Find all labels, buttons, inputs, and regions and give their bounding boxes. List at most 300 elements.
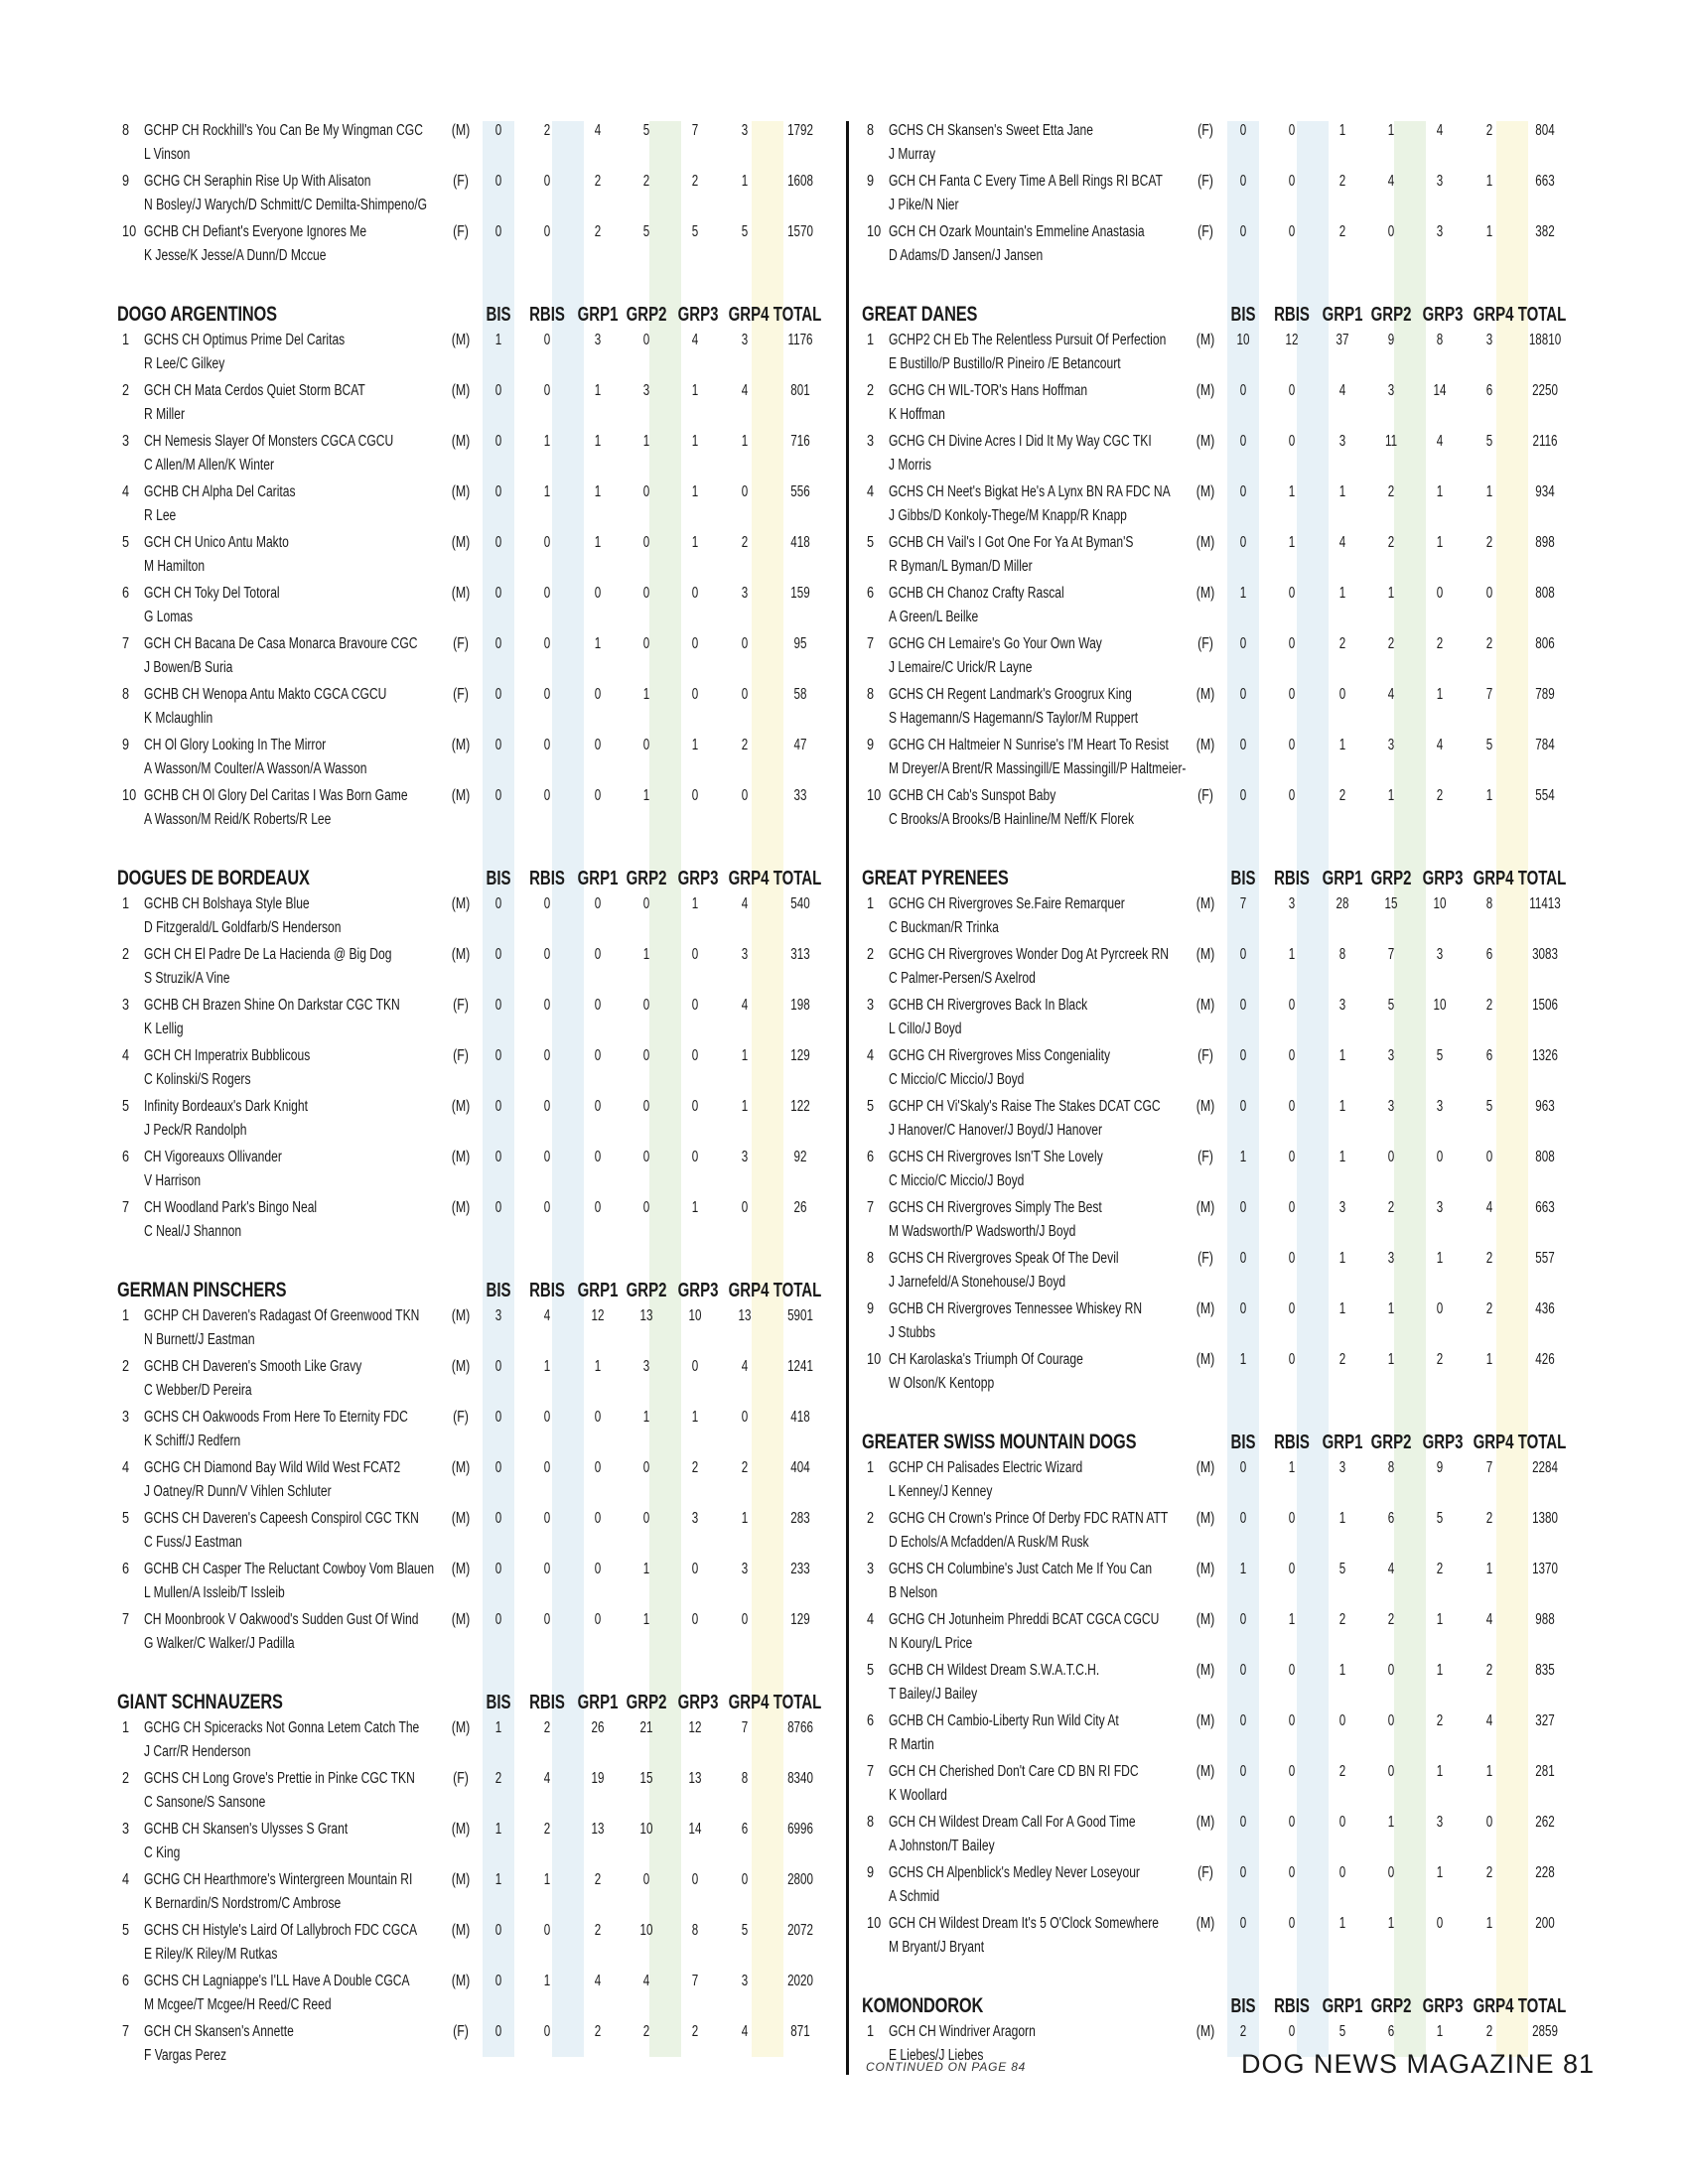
- owner-names: R Byman/L Byman/D Miller: [889, 558, 1033, 575]
- owner-names: J Gibbs/D Konkoly-Thege/M Knapp/R Knapp: [889, 507, 1127, 524]
- rank-number: 4: [867, 1047, 875, 1064]
- grp4-value: 1: [1485, 173, 1493, 190]
- grp1-value: 26: [591, 1719, 605, 1736]
- grp4-value: 2: [741, 737, 749, 753]
- grp2-header: GRP2: [626, 1280, 667, 1301]
- grp4-value: 1: [741, 433, 749, 450]
- grp2-value: 0: [642, 534, 650, 551]
- grp1-value: 4: [1338, 382, 1346, 399]
- dog-sex: (M): [451, 1510, 471, 1527]
- grp3-value: 0: [691, 787, 699, 804]
- bis-header: BIS: [486, 1280, 511, 1301]
- owner-names: C Palmer-Persen/S Axelrod: [889, 970, 1036, 987]
- grp2-value: 0: [642, 585, 650, 602]
- grp4-header: GRP4: [1473, 304, 1514, 326]
- dog-name: GCH CH Windriver Aragorn: [889, 2023, 1036, 2040]
- rank-number: 9: [867, 737, 875, 753]
- rbis-value: 2: [543, 1719, 551, 1736]
- grp1-value: 37: [1336, 332, 1349, 348]
- owner-names: K Hoffman: [889, 406, 945, 423]
- grp2-value: 15: [1384, 895, 1398, 912]
- dog-name: GCH CH Toky Del Totoral: [144, 585, 280, 602]
- grp4-value: 2: [1485, 534, 1493, 551]
- dog-sex: (M): [451, 534, 471, 551]
- grp4-value: 5: [741, 1922, 749, 1939]
- dog-name: GCHS CH Rivergroves Isn'T She Lovely: [889, 1149, 1103, 1165]
- grp1-header: GRP1: [1322, 1995, 1363, 2017]
- breed-title: GREATER SWISS MOUNTAIN DOGS: [862, 1431, 1137, 1453]
- grp4-value: 0: [1485, 1149, 1493, 1165]
- grp3-header: GRP3: [677, 1692, 719, 1713]
- grp2-value: 0: [1387, 1662, 1395, 1679]
- grp1-value: 1: [1338, 1047, 1346, 1064]
- grp4-value: 0: [1485, 1814, 1493, 1831]
- dog-name: GCHG CH Seraphin Rise Up With Alisaton: [144, 173, 371, 190]
- rbis-value: 1: [543, 1973, 551, 1989]
- bis-value: 0: [494, 1973, 502, 1989]
- grp3-value: 0: [691, 1561, 699, 1577]
- rbis-value: 0: [1288, 1098, 1296, 1115]
- grp2-value: 2: [642, 173, 650, 190]
- owner-names: M Hamilton: [144, 558, 206, 575]
- grp4-value: 7: [1485, 686, 1493, 703]
- dog-sex: (M): [451, 1719, 471, 1736]
- grp4-header: GRP4: [728, 868, 770, 889]
- grp1-value: 0: [594, 1459, 602, 1476]
- owner-names: J Jarnefeld/A Stonehouse/J Boyd: [889, 1274, 1066, 1291]
- grp4-value: 8: [1485, 895, 1493, 912]
- rbis-value: 1: [1288, 483, 1296, 500]
- dog-name: GCHS CH Neet's Bigkat He's A Lynx BN RA FDC NA: [889, 483, 1171, 500]
- grp2-value: 3: [1387, 1047, 1395, 1064]
- grp3-value: 2: [1436, 1351, 1444, 1368]
- total-value: 8766: [787, 1719, 813, 1736]
- bis-value: 0: [494, 1922, 502, 1939]
- grp4-value: 5: [1485, 1098, 1493, 1115]
- grp2-value: 3: [1387, 382, 1395, 399]
- grp1-value: 1: [1338, 1250, 1346, 1267]
- rank-number: 8: [867, 1814, 875, 1831]
- rank-number: 8: [867, 122, 875, 139]
- grp2-value: 1: [642, 787, 650, 804]
- grp2-value: 1: [1387, 585, 1395, 602]
- grp2-value: 2: [1387, 635, 1395, 652]
- owner-names: C Miccio/C Miccio/J Boyd: [889, 1071, 1025, 1088]
- grp2-value: 0: [642, 1459, 650, 1476]
- bis-value: 1: [494, 1719, 502, 1736]
- owner-names: N Bosley/J Warych/D Schmitt/C Demilta-Shimpeno/G: [144, 197, 428, 213]
- bis-value: 0: [1239, 534, 1247, 551]
- total-value: 283: [790, 1510, 810, 1527]
- grp4-value: 3: [741, 122, 749, 139]
- dog-sex: (M): [451, 1821, 471, 1838]
- grp2-value: 5: [642, 122, 650, 139]
- grp4-header: GRP4: [728, 304, 770, 326]
- grp4-value: 4: [1485, 1611, 1493, 1628]
- dog-sex: (M): [1196, 1712, 1215, 1729]
- grp1-value: 3: [594, 332, 602, 348]
- bis-value: 0: [1239, 382, 1247, 399]
- owner-names: T Bailey/J Bailey: [889, 1686, 978, 1703]
- rbis-value: 2: [543, 1821, 551, 1838]
- owner-names: C Miccio/C Miccio/J Boyd: [889, 1172, 1025, 1189]
- grp3-value: 0: [691, 1871, 699, 1888]
- bis-value: 0: [1239, 737, 1247, 753]
- grp1-value: 2: [1338, 787, 1346, 804]
- rank-number: 10: [122, 787, 137, 804]
- grp3-value: 10: [1433, 997, 1447, 1014]
- grp3-value: 1: [691, 483, 699, 500]
- grp3-value: 0: [1436, 1915, 1444, 1932]
- dog-name: GCHG CH Rivergroves Wonder Dog At Pyrcreek RN: [889, 946, 1169, 963]
- rank-number: 5: [122, 1510, 130, 1527]
- total-value: 2800: [787, 1871, 813, 1888]
- dog-name: GCHB CH Wenopa Antu Makto CGCA CGCU: [144, 686, 387, 703]
- total-value: 228: [1535, 1864, 1555, 1881]
- bis-header: BIS: [1230, 868, 1256, 889]
- dog-sex: (M): [1196, 1814, 1215, 1831]
- grp1-value: 1: [1338, 122, 1346, 139]
- grp4-value: 7: [741, 1719, 749, 1736]
- total-value: 58: [793, 686, 807, 703]
- grp1-value: 2: [1338, 1611, 1346, 1628]
- breed-title: DOGO ARGENTINOS: [117, 303, 277, 326]
- rbis-value: 4: [543, 1307, 551, 1324]
- bis-value: 0: [494, 122, 502, 139]
- grp4-header: GRP4: [1473, 868, 1514, 889]
- bis-value: 0: [1239, 1814, 1247, 1831]
- owner-names: J Pike/N Nier: [889, 197, 959, 213]
- grp1-value: 2: [1338, 173, 1346, 190]
- grp3-value: 2: [1436, 1712, 1444, 1729]
- bis-value: 0: [1239, 433, 1247, 450]
- total-value: 871: [790, 2023, 810, 2040]
- bis-value: 0: [494, 1459, 502, 1476]
- grp1-value: 0: [594, 1611, 602, 1628]
- total-column-stripe: [1496, 121, 1528, 2057]
- grp1-column-stripe: [552, 121, 584, 2057]
- dog-sex: (F): [1197, 1149, 1213, 1165]
- grp2-value: 2: [1387, 1199, 1395, 1216]
- grp1-value: 8: [1338, 946, 1346, 963]
- rbis-value: 0: [543, 332, 551, 348]
- grp3-header: GRP3: [1422, 868, 1464, 889]
- owner-names: A Wasson/M Reid/K Roberts/R Lee: [144, 811, 332, 828]
- rbis-value: 0: [1288, 1561, 1296, 1577]
- grp1-value: 1: [594, 433, 602, 450]
- grp1-value: 0: [594, 1510, 602, 1527]
- grp1-value: 0: [594, 1149, 602, 1165]
- owner-names: B Nelson: [889, 1584, 938, 1601]
- rank-number: 4: [122, 1871, 130, 1888]
- rank-number: 10: [122, 223, 137, 240]
- dog-sex: (M): [451, 1307, 471, 1324]
- dog-name: GCHG CH Haltmeier N Sunrise's I'M Heart To Resist: [889, 737, 1169, 753]
- dog-name: GCHB CH Brazen Shine On Darkstar CGC TKN: [144, 997, 400, 1014]
- total-value: 835: [1535, 1662, 1555, 1679]
- owner-names: G Walker/C Walker/J Padilla: [144, 1635, 295, 1652]
- rbis-value: 0: [543, 1149, 551, 1165]
- grp1-value: 0: [1338, 1712, 1346, 1729]
- dog-sex: (M): [1196, 483, 1215, 500]
- dog-sex: (F): [453, 686, 469, 703]
- total-value: 1326: [1532, 1047, 1558, 1064]
- owner-names: R Miller: [144, 406, 185, 423]
- total-value: 663: [1535, 1199, 1555, 1216]
- grp1-value: 5: [1338, 2023, 1346, 2040]
- grp3-value: 4: [1436, 433, 1444, 450]
- dog-name: GCHG CH Diamond Bay Wild Wild West FCAT2: [144, 1459, 401, 1476]
- grp3-value: 0: [691, 1358, 699, 1375]
- owner-names: K Woollard: [889, 1787, 947, 1804]
- rbis-value: 1: [1288, 946, 1296, 963]
- owner-names: L Vinson: [144, 146, 191, 163]
- grp3-value: 0: [691, 585, 699, 602]
- dog-name: GCH CH Cherished Don't Care CD BN RI FDC: [889, 1763, 1139, 1780]
- rbis-value: 0: [543, 1047, 551, 1064]
- grp2-header: GRP2: [1370, 1432, 1412, 1453]
- dog-name: GCHB CH Chanoz Crafty Rascal: [889, 585, 1064, 602]
- grp4-value: 0: [741, 1409, 749, 1426]
- grp1-value: 0: [594, 997, 602, 1014]
- rbis-value: 0: [1288, 1915, 1296, 1932]
- grp4-value: 4: [741, 2023, 749, 2040]
- grp3-value: 0: [691, 997, 699, 1014]
- dog-name: GCHB CH Skansen's Ulysses S Grant: [144, 1821, 349, 1838]
- grp2-value: 4: [1387, 173, 1395, 190]
- grp2-value: 0: [1387, 1864, 1395, 1881]
- bis-value: 0: [1239, 1763, 1247, 1780]
- owner-names: W Olson/K Kentopp: [889, 1375, 995, 1392]
- total-value: 2284: [1532, 1459, 1558, 1476]
- rbis-value: 0: [543, 737, 551, 753]
- grp3-value: 3: [1436, 1199, 1444, 1216]
- rbis-value: 0: [1288, 382, 1296, 399]
- rbis-value: 0: [1288, 1763, 1296, 1780]
- grp4-header: GRP4: [728, 1280, 770, 1301]
- total-value: 898: [1535, 534, 1555, 551]
- owner-names: M Bryant/J Bryant: [889, 1939, 985, 1956]
- rbis-value: 0: [1288, 1510, 1296, 1527]
- bis-value: 0: [1239, 1915, 1247, 1932]
- grp1-value: 1: [1338, 1510, 1346, 1527]
- rank-number: 3: [867, 1561, 875, 1577]
- rank-number: 10: [867, 1915, 882, 1932]
- total-value: 281: [1535, 1763, 1555, 1780]
- dog-sex: (M): [1196, 1915, 1215, 1932]
- grp2-value: 11: [1384, 433, 1398, 450]
- total-value: 47: [793, 737, 807, 753]
- total-value: 11413: [1529, 895, 1561, 912]
- dog-sex: (M): [1196, 534, 1215, 551]
- grp2-value: 1: [1387, 1351, 1395, 1368]
- grp3-value: 8: [1436, 332, 1444, 348]
- grp2-value: 6: [1387, 2023, 1395, 2040]
- dog-name: GCH CH Mata Cerdos Quiet Storm BCAT: [144, 382, 365, 399]
- dog-sex: (M): [1196, 1098, 1215, 1115]
- grp1-value: 1: [1338, 1915, 1346, 1932]
- grp3-value: 7: [691, 1973, 699, 1989]
- grp4-value: 8: [741, 1770, 749, 1787]
- grp4-value: 5: [741, 223, 749, 240]
- grp3-value: 14: [1433, 382, 1447, 399]
- grp3-value: 1: [1436, 686, 1444, 703]
- grp3-value: 0: [691, 946, 699, 963]
- page-footer: DOG NEWS MAGAZINE 81: [1241, 2049, 1596, 2079]
- dog-sex: (M): [451, 382, 471, 399]
- bis-value: 1: [1239, 585, 1247, 602]
- rank-number: 5: [122, 534, 130, 551]
- dog-sex: (F): [453, 173, 469, 190]
- grp1-value: 0: [594, 737, 602, 753]
- bis-value: 0: [1239, 122, 1247, 139]
- grp1-value: 0: [594, 1098, 602, 1115]
- total-value: 327: [1535, 1712, 1555, 1729]
- grp1-value: 2: [1338, 635, 1346, 652]
- owner-names: V Harrison: [144, 1172, 202, 1189]
- dog-sex: (M): [1196, 997, 1215, 1014]
- grp1-value: 3: [1338, 1199, 1346, 1216]
- rank-number: 4: [867, 483, 875, 500]
- rbis-value: 0: [1288, 433, 1296, 450]
- rbis-value: 0: [1288, 1662, 1296, 1679]
- total-value: 129: [790, 1611, 810, 1628]
- dog-sex: (M): [1196, 946, 1215, 963]
- bis-value: 0: [494, 382, 502, 399]
- dog-sex: (F): [1197, 122, 1213, 139]
- breed-title: GIANT SCHNAUZERS: [117, 1691, 283, 1713]
- grp3-header: GRP3: [1422, 304, 1464, 326]
- bis-value: 0: [494, 433, 502, 450]
- dog-sex: (M): [451, 946, 471, 963]
- total-value: 789: [1535, 686, 1555, 703]
- owner-names: G Lomas: [144, 609, 194, 625]
- dog-name: CH Ol Glory Looking In The Mirror: [144, 737, 327, 753]
- grp3-value: 1: [691, 1409, 699, 1426]
- total-value: 716: [790, 433, 810, 450]
- rank-number: 7: [122, 1199, 130, 1216]
- rbis-value: 0: [1288, 122, 1296, 139]
- rank-number: 3: [122, 997, 130, 1014]
- grp2-value: 1: [642, 1611, 650, 1628]
- grp4-value: 2: [1485, 997, 1493, 1014]
- rbis-header: RBIS: [529, 1692, 565, 1713]
- bis-value: 0: [494, 997, 502, 1014]
- rbis-value: 0: [1288, 1047, 1296, 1064]
- grp4-value: 1: [1485, 223, 1493, 240]
- rbis-header: RBIS: [1274, 868, 1310, 889]
- bis-value: 0: [1239, 997, 1247, 1014]
- grp3-value: 7: [691, 122, 699, 139]
- rbis-value: 0: [543, 173, 551, 190]
- bis-value: 1: [494, 332, 502, 348]
- dog-sex: (F): [1197, 635, 1213, 652]
- grp1-value: 2: [594, 2023, 602, 2040]
- grp4-value: 1: [1485, 1915, 1493, 1932]
- grp2-value: 0: [642, 737, 650, 753]
- grp4-value: 3: [741, 1973, 749, 1989]
- dog-name: GCH CH Skansen's Annette: [144, 2023, 294, 2040]
- grp1-value: 0: [594, 585, 602, 602]
- rbis-value: 0: [1288, 787, 1296, 804]
- rbis-value: 1: [543, 483, 551, 500]
- dog-sex: (M): [1196, 433, 1215, 450]
- rank-number: 9: [867, 1300, 875, 1317]
- dog-name: CH Nemesis Slayer Of Monsters CGCA CGCU: [144, 433, 394, 450]
- grp2-value: 1: [642, 1561, 650, 1577]
- rbis-value: 0: [1288, 2023, 1296, 2040]
- owner-names: S Hagemann/S Hagemann/S Taylor/M Ruppert: [889, 710, 1139, 727]
- dog-name: GCHS CH Long Grove's Prettie in Pinke CGC TKN: [144, 1770, 415, 1787]
- grp4-value: 0: [741, 1871, 749, 1888]
- owner-names: A Schmid: [889, 1888, 940, 1905]
- dog-sex: (F): [1197, 1047, 1213, 1064]
- dog-sex: (M): [451, 1561, 471, 1577]
- grp2-value: 1: [642, 433, 650, 450]
- total-value: 404: [790, 1459, 810, 1476]
- total-value: 2116: [1532, 433, 1558, 450]
- dog-name: GCHS CH Rivergroves Speak Of The Devil: [889, 1250, 1119, 1267]
- dog-name: GCHG CH Crown's Prince Of Derby FDC RATN ATT: [889, 1510, 1169, 1527]
- dog-name: CH Karolaska's Triumph Of Courage: [889, 1351, 1083, 1368]
- rank-number: 8: [867, 686, 875, 703]
- grp3-value: 0: [691, 1149, 699, 1165]
- dog-sex: (M): [1196, 1611, 1215, 1628]
- bis-value: 10: [1236, 332, 1250, 348]
- grp2-value: 3: [1387, 1098, 1395, 1115]
- grp3-value: 5: [691, 223, 699, 240]
- owner-names: A Wasson/M Coulter/A Wasson/A Wasson: [144, 760, 367, 777]
- rbis-header: RBIS: [1274, 1995, 1310, 2017]
- owner-names: C Neal/J Shannon: [144, 1223, 242, 1240]
- grp4-value: 2: [1485, 122, 1493, 139]
- grp4-value: 2: [1485, 1662, 1493, 1679]
- grp1-header: GRP1: [577, 1692, 619, 1713]
- dog-name: CH Woodland Park's Bingo Neal: [144, 1199, 318, 1216]
- grp4-value: 2: [1485, 2023, 1493, 2040]
- dog-name: GCHS CH Columbine's Just Catch Me If You Can: [889, 1561, 1153, 1577]
- total-value: 1241: [787, 1358, 813, 1375]
- grp3-value: 0: [691, 1611, 699, 1628]
- owner-names: K Bernardin/S Nordstrom/C Ambrose: [144, 1895, 342, 1912]
- bis-value: 0: [494, 2023, 502, 2040]
- owner-names: R Lee: [144, 507, 177, 524]
- rank-number: 5: [867, 534, 875, 551]
- total-header: TOTAL: [773, 304, 822, 326]
- bis-value: 0: [1239, 686, 1247, 703]
- grp1-value: 0: [1338, 1864, 1346, 1881]
- grp4-value: 4: [741, 895, 749, 912]
- grp4-value: 5: [1485, 433, 1493, 450]
- bis-header: BIS: [486, 304, 511, 326]
- dog-name: Infinity Bordeaux's Dark Knight: [144, 1098, 308, 1115]
- total-value: 1608: [787, 173, 813, 190]
- dog-sex: (M): [451, 122, 471, 139]
- rbis-value: 0: [543, 686, 551, 703]
- total-value: 556: [790, 483, 810, 500]
- grp1-value: 12: [591, 1307, 605, 1324]
- rank-number: 10: [867, 787, 882, 804]
- rank-number: 6: [122, 1561, 130, 1577]
- rank-number: 6: [122, 1149, 130, 1165]
- dog-name: GCHG CH Lemaire's Go Your Own Way: [889, 635, 1102, 652]
- grp3-value: 2: [691, 1459, 699, 1476]
- dog-name: GCHB CH Cab's Sunspot Baby: [889, 787, 1056, 804]
- dog-sex: (M): [451, 1922, 471, 1939]
- dog-name: GCHS CH Lagniappe's I'LL Have A Double CGCA: [144, 1973, 410, 1989]
- rbis-value: 1: [1288, 1611, 1296, 1628]
- dog-name: GCHP CH Daveren's Radagast Of Greenwood TKN: [144, 1307, 420, 1324]
